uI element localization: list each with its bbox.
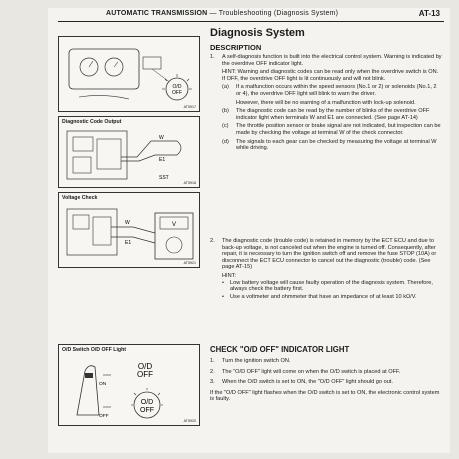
check-step — [210, 369, 442, 376]
sub-text: The diagnostic code can be read by the number of blinks of the overdrive OFF indicator light when terminals W and E1 are connected. (See page AT-14) — [236, 108, 430, 121]
sub-item-c — [222, 123, 442, 136]
step-number: 1. — [210, 358, 215, 364]
manual-page — [48, 8, 450, 453]
item-number: 2. — [210, 238, 215, 244]
header-section: AUTOMATIC TRANSMISSION — [106, 10, 208, 17]
terminal-w-label: W — [125, 220, 130, 226]
light-od-label: O/D — [137, 362, 153, 371]
section-title: Diagnosis System — [210, 27, 305, 39]
step-text: The "O/D OFF" light will come on when the O/D switch is placed at OFF. — [222, 368, 401, 375]
sub-letter: (a) — [222, 84, 229, 91]
sub-item-d — [222, 139, 442, 152]
running-header — [106, 10, 338, 17]
sub-text: However, there will be no warning of a malfunction with lock-up solenoid. — [236, 99, 416, 106]
item-1 — [210, 54, 442, 152]
sub-text: The signals to each gear can be checked by measuring the voltage at terminal W while driving. — [236, 138, 437, 152]
header-subsection: — Troubleshooting (Diagnosis System) — [207, 10, 339, 17]
terminal-e1-label: E1 — [125, 240, 132, 246]
step-text: When the O/D switch is set to ON, the "O/D OFF" light should go out. — [222, 379, 393, 386]
engine-bay-illustration — [59, 117, 201, 189]
header-rule — [58, 21, 444, 22]
figure-code: AT5917 — [183, 105, 196, 109]
sub-text: The throttle position sensor or brake signal are not indicated, but inspection can be made by checking the voltage at terminal W of the check connector. — [236, 123, 441, 136]
check-heading: CHECK "O/D OFF" INDICATOR LIGHT — [210, 345, 350, 354]
terminal-e1-label: E1 — [159, 157, 166, 163]
figure-caption: O/D Switch O/D OFF Light — [62, 347, 126, 353]
figure-dashboard — [58, 36, 200, 112]
sst-label: SST — [159, 175, 169, 181]
hint-bullet: • Low battery voltage will cause faulty operation of the diagnosis system. Therefore, always check the battery first. — [222, 280, 442, 293]
terminal-w-label: W — [159, 135, 164, 141]
sub-item-a — [222, 84, 442, 97]
check-footer: If the "O/D OFF" light flashes when the O/D switch is set to ON, the electronic control system is faulty. — [210, 389, 440, 403]
page-number: AT-13 — [418, 9, 440, 18]
step-number: 3. — [210, 379, 215, 386]
hint-label: HINT: — [222, 272, 236, 279]
bullet-text: Low battery voltage will cause faulty operation of the diagnosis system. Therefore, always check the battery first. — [230, 279, 433, 293]
sub-item-a-note — [222, 100, 442, 107]
hint-bullet: • Use a voltmeter and ohmmeter that have an impedance of at least 10 kΩ/V. — [222, 294, 442, 301]
item-2 — [210, 238, 442, 300]
item-text: The diagnostic code (trouble code) is retained in memory by the ECT ECU and due to back-up voltage, is not canceled out when the engine is turned off. Consequently, after repair, it is necessary to turn the ignition switch off and remove the fuse STOP (10A) or disconnect the ECT ECU connector to cancel out the diagnostic (trouble) code. (See page AT-15) — [222, 238, 437, 271]
check-step — [210, 358, 442, 365]
lit-od-label: O/D — [140, 399, 154, 406]
figure-code: AT5920 — [183, 419, 196, 423]
sub-letter: (b) — [222, 108, 229, 115]
voltmeter-label: V — [172, 222, 177, 228]
figure-caption: Voltage Check — [62, 195, 98, 201]
switch-off-label: OFF — [99, 414, 109, 419]
sub-text: If a malfunction occurs within the speed sensors (No.1 or 2) or solenoids (No.1, 2 or 4), the overdrive OFF light will blink to warn the driver. — [236, 84, 437, 97]
sub-letter: (c) — [222, 123, 229, 130]
switch-on-label: ON — [99, 382, 107, 387]
item-text: A self-diagnosis function is built into the electrical control system. Warning is indicated by the overdrive OFF indicator light. — [222, 54, 442, 67]
figure-od-switch — [58, 344, 200, 426]
step-text: Turn the ignition switch ON. — [222, 358, 291, 364]
od-switch-illustration — [59, 345, 201, 427]
sub-letter: (d) — [222, 138, 229, 145]
lit-off-label: OFF — [140, 407, 154, 414]
description-heading: DESCRIPTION — [210, 43, 262, 52]
figure-voltage-check — [58, 192, 200, 268]
light-off-label: OFF — [137, 370, 153, 379]
sub-item-b — [222, 108, 442, 121]
od-label: O/D — [172, 84, 182, 90]
check-steps — [210, 358, 442, 403]
figure-diagnostic-code-output — [58, 116, 200, 188]
voltage-check-illustration — [59, 193, 201, 269]
item-hint: HINT: Warning and diagnostic codes can be read only when the overdrive switch is ON. If OFF, the overdrive OFF light is lit continuously and will not blink. — [222, 69, 439, 82]
item-number: 1. — [210, 54, 215, 60]
figure-code: AT5921 — [183, 261, 196, 265]
figure-code: AT5918 — [183, 181, 196, 185]
check-step — [210, 379, 442, 386]
bullet-text: Use a voltmeter and ohmmeter that have an impedance of at least 10 kΩ/V. — [230, 293, 417, 300]
dashboard-illustration — [59, 37, 201, 113]
step-number: 2. — [210, 368, 215, 375]
figure-caption: Diagnostic Code Output — [62, 119, 122, 125]
off-label: OFF — [172, 90, 182, 96]
